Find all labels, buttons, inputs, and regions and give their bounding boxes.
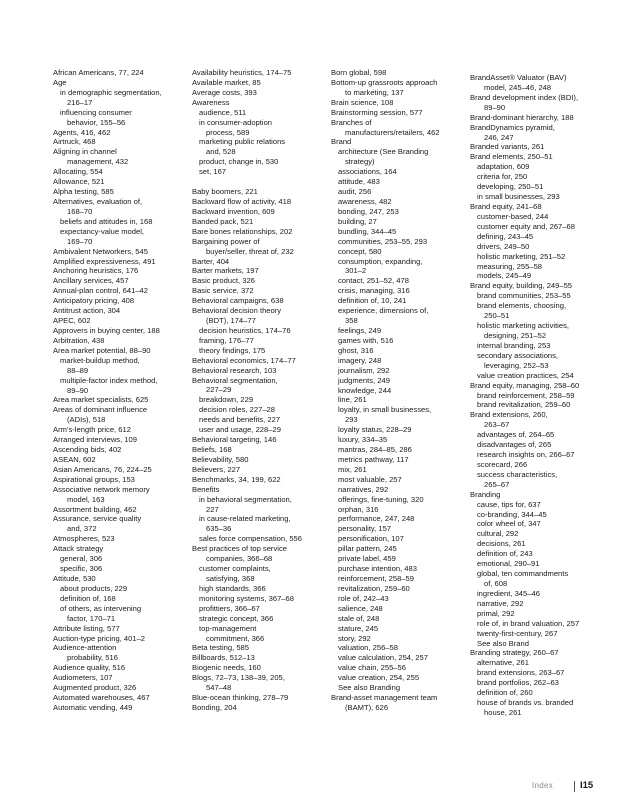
index-entry: Augmented product, 326 (53, 683, 137, 693)
index-subentry: framing, 176–77 (199, 335, 254, 345)
index-subentry: companies, 366–68 (206, 554, 273, 564)
index-entry: Anticipatory pricing, 408 (53, 296, 135, 306)
index-subentry: cause, tips for, 637 (477, 499, 541, 509)
index-subentry: and, 528 (206, 147, 236, 157)
index-subentry: mantras, 284–85, 286 (338, 445, 412, 455)
index-subentry: 169–70 (67, 236, 93, 246)
index-entry: Brain science, 108 (331, 97, 394, 107)
index-subentry: ingredient, 345–46 (477, 588, 540, 598)
index-subentry: brand extensions, 263–67 (477, 668, 565, 678)
index-subentry: commitment, 366 (206, 633, 265, 643)
index-subentry: narrative, 292 (477, 598, 524, 608)
index-entry: Best practices of top service (192, 544, 287, 554)
index-subentry: primal, 292 (477, 608, 515, 618)
index-entry: Audience quality, 516 (53, 663, 126, 673)
index-subentry: decision heuristics, 174–76 (199, 325, 291, 335)
index-entry: Aligning in channel (53, 147, 117, 157)
index-entry: Bottom-up grassroots approach (331, 77, 438, 87)
index-subentry: profittiers, 366–67 (199, 603, 260, 613)
index-subentry: audit, 256 (338, 187, 372, 197)
index-subentry: 216–17 (67, 97, 93, 107)
index-subentry: brand revitalization, 259–60 (477, 400, 571, 410)
index-subentry: loyalty, in small businesses, (338, 405, 432, 415)
index-subentry: definition of, 168 (60, 593, 116, 603)
index-column-4 (470, 73, 612, 718)
index-entry: Ambivalent Networkers, 545 (53, 246, 148, 256)
index-entry: Baby boomers, 221 (192, 187, 258, 197)
index-subentry: 263–67 (484, 420, 510, 430)
index-subentry: personification, 107 (338, 534, 404, 544)
index-entry: APEC, 602 (53, 316, 91, 326)
index-subentry: needs and benefits, 227 (199, 415, 281, 425)
index-subentry: 227 (206, 504, 219, 514)
index-subentry: disadvantages of, 265 (477, 440, 552, 450)
index-subentry: bonding, 247, 253 (338, 206, 399, 216)
index-subentry: brand reinforcement, 258–59 (477, 390, 575, 400)
index-subentry: bundling, 344–45 (338, 226, 397, 236)
index-subentry: associations, 164 (338, 167, 397, 177)
index-column-1 (53, 68, 195, 713)
index-entry: ASEAN, 602 (53, 454, 96, 464)
index-subentry: and, 372 (67, 524, 97, 534)
index-subentry: in consumer-adoption (199, 117, 273, 127)
index-subentry: color wheel of, 347 (477, 519, 541, 529)
index-subentry: emotional, 290–91 (477, 559, 540, 569)
index-subentry: breakdown, 229 (199, 395, 254, 405)
index-entry: Attribute listing, 577 (53, 623, 120, 633)
index-entry: Bare bones relationships, 202 (192, 226, 293, 236)
index-entry: Branding (470, 489, 501, 499)
index-entry: Age (53, 77, 67, 87)
index-subentry: 547–48 (206, 683, 232, 693)
index-subentry: product, change in, 530 (199, 157, 279, 167)
index-entry: Behavioral targeting, 146 (192, 435, 277, 445)
index-subentry: mix, 261 (338, 464, 367, 474)
index-entry: Brand equity, building, 249–55 (470, 281, 573, 291)
index-subentry: decisions, 261 (477, 539, 526, 549)
index-subentry: criteria for, 250 (477, 172, 528, 182)
index-entry: Backward flow of activity, 418 (192, 196, 292, 206)
index-subentry: expectancy-value model, (60, 226, 144, 236)
index-entry: Barter markets, 197 (192, 266, 259, 276)
index-entry: Amplified expressiveness, 491 (53, 256, 156, 266)
index-subentry: user and usage, 228–29 (199, 425, 281, 435)
index-entry: Brand (331, 137, 352, 147)
index-subentry: 168–70 (67, 206, 93, 216)
index-subentry: value calculation, 254, 257 (338, 653, 428, 663)
index-subentry: brand portfolios, 262–63 (477, 678, 559, 688)
index-subentry: definition of, 10, 241 (338, 296, 407, 306)
index-subentry: attitude, 483 (338, 177, 380, 187)
index-subentry: advantages of, 264–65 (477, 430, 555, 440)
index-subentry: feelings, 249 (338, 325, 382, 335)
index-entry: Biogenic needs, 160 (192, 663, 261, 673)
index-entry: Areas of dominant influence (53, 405, 148, 415)
index-entry: Attitude, 530 (53, 574, 96, 584)
index-subentry: twenty-first-century, 267 (477, 628, 558, 638)
index-subentry: revitalization, 259–60 (338, 583, 410, 593)
index-subentry: behavior, 155–56 (67, 117, 126, 127)
index-subentry: leveraging, 252–53 (484, 360, 549, 370)
index-subentry: manufacturers/retailers, 462 (345, 127, 440, 137)
index-entry: Brand-asset management team (331, 693, 438, 703)
index-subentry: probability, 516 (67, 653, 118, 663)
index-subentry: model, 163 (67, 494, 105, 504)
index-entry: Automated warehouses, 467 (53, 693, 150, 703)
index-subentry: beliefs and attitudes in, 168 (60, 216, 153, 226)
index-entry: Brand extensions, 260, (470, 410, 548, 420)
index-subentry: architecture (See Branding (338, 147, 429, 157)
index-entry: Annual-plan control, 641–42 (53, 286, 148, 296)
index-subentry: narratives, 292 (338, 484, 389, 494)
index-subentry: stature, 245 (338, 623, 379, 633)
index-entry: African Americans, 77, 224 (53, 68, 144, 77)
index-subentry: market-buildup method, (60, 355, 140, 365)
index-subentry: definition of, 243 (477, 549, 533, 559)
index-column-3 (331, 68, 473, 713)
index-subentry: success characteristics, (477, 469, 558, 479)
index-subentry: communities, 253–55, 293 (338, 236, 428, 246)
index-subentry: general, 306 (60, 554, 103, 564)
index-subentry: 250–51 (484, 311, 510, 321)
index-subentry: developing, 250–51 (477, 182, 544, 192)
index-subentry: value creation practices, 254 (477, 370, 574, 380)
index-entry: Ascending bids, 402 (53, 445, 122, 455)
index-entry: Bonding, 204 (192, 702, 237, 712)
index-subentry: influencing consumer (60, 107, 132, 117)
index-subentry: performance, 247, 248 (338, 514, 415, 524)
index-subentry: reinforcement, 258–59 (338, 574, 414, 584)
index-subentry: factor, 170–71 (67, 613, 116, 623)
index-entry: Basic service, 372 (192, 286, 254, 296)
index-subentry: sales force compensation, 556 (199, 534, 302, 544)
index-entry: Assurance, service quality (53, 514, 142, 524)
index-entry: Brainstorming session, 577 (331, 107, 423, 117)
index-subentry: house, 261 (484, 708, 522, 717)
index-entry: Allowance, 521 (53, 177, 105, 187)
index-entry: Behavioral decision theory (192, 306, 282, 316)
index-entry: BrandAsset® Valuator (BAV) (470, 73, 567, 82)
index-entry: Behavioral segmentation, (192, 375, 278, 385)
index-subentry: value chain, 255–56 (338, 663, 406, 673)
index-entry: Agents, 416, 462 (53, 127, 111, 137)
index-subentry: awareness, 482 (338, 196, 392, 206)
index-subentry: marketing public relations (199, 137, 286, 147)
index-subentry: story, 292 (338, 633, 371, 643)
index-entry: Banded pack, 521 (192, 216, 254, 226)
index-subentry: building, 27 (338, 216, 377, 226)
index-subentry: ghost, 316 (338, 345, 374, 355)
index-entry: Blue-ocean thinking, 278–79 (192, 693, 289, 703)
index-subentry: management, 432 (67, 157, 129, 167)
index-entry: Beta testing, 585 (192, 643, 249, 653)
index-entry: Audience-attention (53, 643, 117, 653)
index-entry: Basic product, 326 (192, 276, 255, 286)
index-entry: Awareness (192, 97, 230, 107)
index-subentry: games with, 516 (338, 335, 394, 345)
index-subentry: model, 245–46, 248 (484, 82, 552, 92)
index-entry: Asian Americans, 76, 224–25 (53, 464, 152, 474)
index-subentry: luxury, 334–35 (338, 435, 388, 445)
index-subentry: audience, 511 (199, 107, 247, 117)
index-subentry: metrics pathway, 117 (338, 454, 409, 464)
index-subentry: 246, 247 (484, 132, 514, 142)
index-subentry: valuation, 256–58 (338, 643, 398, 653)
index-subentry: line, 261 (338, 395, 367, 405)
index-subentry: 358 (345, 316, 358, 326)
index-subentry: decision roles, 227–28 (199, 405, 275, 415)
index-subentry: purchase intention, 483 (338, 564, 417, 574)
index-subentry: of others, as intervening (60, 603, 142, 613)
index-entry: Brand equity, managing, 258–60 (470, 380, 580, 390)
index-entry: Available market, 85 (192, 77, 261, 87)
index-entry: Branches of (331, 117, 372, 127)
index-subentry: brand elements, choosing, (477, 301, 567, 311)
index-subentry: theory findings, 175 (199, 345, 266, 355)
index-entry: Believability, 580 (192, 454, 249, 464)
index-entry: Arranged interviews, 109 (53, 435, 137, 445)
index-subentry: customer complaints, (199, 564, 271, 574)
index-entry: Branded variants, 261 (470, 142, 545, 152)
index-subentry: to marketing, 137 (345, 87, 404, 97)
index-entry: BrandDynamics pyramid, (470, 122, 555, 132)
index-entry: Antitrust action, 304 (53, 306, 121, 316)
index-subentry: contact, 251–52, 478 (338, 276, 409, 286)
index-column-2 (192, 68, 334, 713)
index-subentry: consumption, expanding, (338, 256, 423, 266)
index-subentry: offerings, fine-tuning, 320 (338, 494, 424, 504)
index-subentry: in behavioral segmentation, (199, 494, 292, 504)
index-subentry: of, 608 (484, 579, 508, 589)
index-subentry: experience, dimensions of, (338, 306, 429, 316)
index-subentry: stale of, 248 (338, 613, 380, 623)
index-entry: Behavioral research, 103 (192, 365, 277, 375)
index-subentry: 635–36 (206, 524, 232, 534)
index-subentry: secondary associations, (477, 350, 559, 360)
index-subentry: 265–67 (484, 479, 510, 489)
index-entry: Airtruck, 468 (53, 137, 96, 147)
index-subentry: cultural, 292 (477, 529, 519, 539)
index-subentry: See also Branding (338, 683, 401, 693)
index-subentry: customer equity and, 267–68 (477, 221, 575, 231)
index-subentry: knowledge, 244 (338, 385, 392, 395)
index-subentry: value creation, 254, 255 (338, 673, 420, 683)
index-entry: Availability heuristics, 174–75 (192, 68, 292, 77)
index-subentry: holistic marketing, 251–52 (477, 251, 566, 261)
index-subentry: monitoring systems, 367–68 (199, 593, 294, 603)
index-subentry: strategy) (345, 157, 375, 167)
index-subentry: brand communities, 253–55 (477, 291, 571, 301)
index-entry: Billboards, 512–13 (192, 653, 255, 663)
index-subentry: See also Brand (477, 638, 529, 648)
index-subentry: scorecard, 266 (477, 459, 528, 469)
index-subentry: customer-based, 244 (477, 211, 549, 221)
index-subentry: (BDT), 174–77 (206, 316, 256, 326)
index-entry: Assortment building, 462 (53, 504, 137, 514)
index-entry: Ancillary services, 457 (53, 276, 129, 286)
index-subentry: 227–29 (206, 385, 232, 395)
index-subentry: in demographic segmentation, (60, 87, 162, 97)
index-subentry: multiple-factor index method, (60, 375, 158, 385)
index-entry: Associative network memory (53, 484, 150, 494)
index-entry: Believers, 227 (192, 464, 241, 474)
index-subentry: pillar pattern, 245 (338, 544, 397, 554)
index-subentry: co-branding, 344–45 (477, 509, 547, 519)
index-subentry: models, 245–49 (477, 271, 532, 281)
index-entry: Brand development index (BDI), (470, 92, 579, 102)
index-entry: Automatic vending, 449 (53, 703, 133, 712)
index-subentry: crisis, managing, 316 (338, 286, 410, 296)
index-entry: Bargaining power of (192, 236, 260, 246)
index-entry: Brand equity, 241–68 (470, 201, 542, 211)
index-subentry: high standards, 366 (199, 583, 266, 593)
index-entry: Behavioral campaigns, 638 (192, 296, 284, 306)
index-entry: Arbitration, 438 (53, 335, 105, 345)
index-subentry: orphan, 316 (338, 504, 379, 514)
index-entry: Beliefs, 168 (192, 445, 232, 455)
index-entry: Backward invention, 609 (192, 206, 275, 216)
index-subentry: imagery, 248 (338, 355, 382, 365)
index-subentry: designing, 251–52 (484, 330, 547, 340)
page-number: I15 (580, 780, 594, 791)
index-subentry: holistic marketing activities, (477, 321, 570, 331)
index-entry: Aspirational groups, 153 (53, 474, 135, 484)
index-subentry: satisfying, 368 (206, 574, 255, 583)
index-subentry: most valuable, 257 (338, 474, 402, 484)
index-subentry: adaptation, 609 (477, 162, 530, 172)
index-subentry: role of, in brand valuation, 257 (477, 618, 580, 628)
index-entry: Audiometers, 107 (53, 673, 113, 683)
index-subentry: in cause-related marketing, (199, 514, 291, 524)
footer-divider (574, 781, 575, 792)
index-entry: Area market potential, 88–90 (53, 345, 151, 355)
index-subentry: top-management (199, 623, 257, 633)
index-subentry: 301–2 (345, 266, 367, 276)
index-subentry: buyer/seller, threat of, 232 (206, 246, 294, 256)
index-entry: Benchmarks, 34, 199, 622 (192, 474, 281, 484)
index-entry: Arm’s-length price, 612 (53, 425, 131, 435)
index-subentry: (BAMT), 626 (345, 703, 389, 712)
index-subentry: salience, 248 (338, 603, 383, 613)
index-entry: Atmospheres, 523 (53, 534, 115, 544)
index-subentry: set, 167 (199, 167, 227, 177)
index-entry: Benefits (192, 484, 220, 494)
index-subentry: 89–90 (67, 385, 89, 395)
index-subentry: house of brands vs. branded (477, 698, 574, 708)
entry-spacer (192, 177, 334, 187)
index-entry: Alternatives, evaluation of, (53, 196, 143, 206)
index-subentry: research insights on, 266–67 (477, 450, 575, 460)
index-subentry: defining, 243–45 (477, 231, 534, 241)
index-subentry: global, ten commandments (477, 569, 569, 579)
index-entry: Born global, 598 (331, 68, 387, 77)
index-subentry: judgments, 249 (338, 375, 390, 385)
index-entry: Attack strategy (53, 544, 104, 554)
index-subentry: drivers, 249–50 (477, 241, 530, 251)
index-subentry: strategic concept, 366 (199, 613, 274, 623)
index-subentry: 293 (345, 415, 358, 425)
index-entry: Allocating, 554 (53, 167, 103, 177)
index-subentry: internal branding, 253 (477, 340, 551, 350)
index-entry: Alpha testing, 585 (53, 187, 114, 197)
index-subentry: measuring, 255–58 (477, 261, 543, 271)
page-footer (470, 781, 593, 793)
index-entry: Average costs, 393 (192, 87, 257, 97)
index-entry: Behavioral economics, 174–77 (192, 355, 296, 365)
index-subentry: personality, 157 (338, 524, 392, 534)
index-entry: Area market specialists, 625 (53, 395, 149, 405)
index-entry: Barter, 404 (192, 256, 230, 266)
index-entry: Approvers in buying center, 188 (53, 325, 160, 335)
index-subentry: 89–90 (484, 102, 506, 112)
index-subentry: role of, 242–43 (338, 593, 389, 603)
index-subentry: definition of, 260 (477, 688, 533, 698)
index-entry: Auction-type pricing, 401–2 (53, 633, 146, 643)
index-subentry: process, 589 (206, 127, 250, 137)
index-entry: Blogs, 72–73, 138–39, 205, (192, 673, 285, 683)
index-subentry: in small businesses, 293 (477, 192, 560, 202)
index-entry: Brand-dominant hierarchy, 188 (470, 112, 574, 122)
index-subentry: alternative, 261 (477, 658, 529, 668)
index-subentry: loyalty status, 228–29 (338, 425, 412, 435)
index-subentry: journalism, 292 (338, 365, 390, 375)
index-entry: Branding strategy, 260–67 (470, 648, 559, 658)
index-entry: Anchoring heuristics, 176 (53, 266, 139, 276)
footer-section-label: Index (531, 781, 553, 790)
index-subentry: private label, 459 (338, 554, 396, 564)
index-entry: Brand elements, 250–51 (470, 152, 553, 162)
index-subentry: (ADIs), 518 (67, 415, 106, 425)
index-subentry: 88–89 (67, 365, 89, 375)
index-subentry: concept, 580 (338, 246, 382, 256)
index-subentry: about products, 229 (60, 583, 128, 593)
index-subentry: specific, 306 (60, 564, 103, 574)
